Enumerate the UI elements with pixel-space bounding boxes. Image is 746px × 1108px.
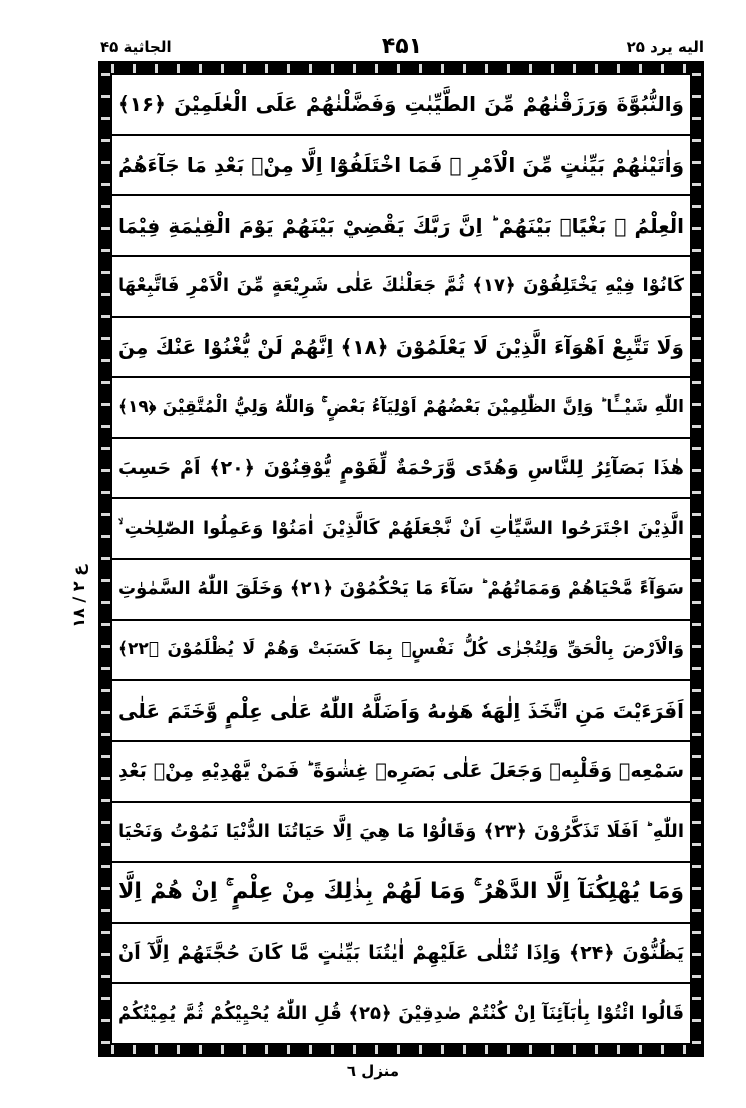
frame-border-right [692, 64, 701, 1054]
text-line [112, 803, 690, 864]
text-line [112, 439, 690, 500]
verse-text: اللّٰهِ ؕ اَفَلَا تَذَكَّرُوْنَ ﴿۲۳﴾ وَقَالُوْا مَا هِيَ اِلَّا حَيَاتُنَا الدُّنْيَا نَمُوْتُ وَنَحْيَا [118, 820, 684, 842]
text-line [112, 499, 690, 560]
verse-text: كَانُوْا فِيْهِ يَخْتَلِفُوْنَ ﴿۱۷﴾ ثُمَّ جَعَلْنٰكَ عَلٰى شَرِيْعَةٍ مِّنَ الْاَمْرِ فَاتَّبِعْهَا [118, 275, 684, 297]
verse-text: اللّٰهِ شَيْــًٔا ؕ وَاِنَّ الظّٰلِمِيْنَ بَعْضُهُمْ اَوْلِيَآءُ بَعْضٍ ۚ وَاللّٰهُ وَلِيُّ الْمُتَّقِيْنَ ﴿۱۹﴾ [118, 396, 684, 417]
verse-text: قَالُوا ائْتُوْا بِاٰبَآئِنَآ اِنْ كُنْتُمْ صٰدِقِيْنَ ﴿۲۵﴾ قُلِ اللّٰهُ يُحْيِيْكُمْ ثُمَّ يُمِيْتُكُمْ [118, 1002, 684, 1024]
verse-text: يَظُنُّوْنَ ﴿۲۴﴾ وَاِذَا تُتْلٰى عَلَيْهِمْ اٰيٰتُنَا بَيِّنٰتٍ مَّا كَانَ حُجَّتَهُمْ اِلَّآ اَنْ [118, 941, 684, 964]
verse-text: الْعِلْمُ ۙ بَغْيًاۢ بَيْنَهُمْ ؕ اِنَّ رَبَّكَ يَقْضِيْ بَيْنَهُمْ يَوْمَ الْقِيٰمَةِ فِيْمَا [118, 213, 684, 238]
verse-text: اَفَرَءَيْتَ مَنِ اتَّخَذَ اِلٰهَهٗ هَوٰىهُ وَاَضَلَّهُ اللّٰهُ عَلٰى عِلْمٍ وَّخَتَمَ عَلٰى [118, 698, 684, 723]
text-line [112, 75, 690, 136]
text-line [112, 742, 690, 803]
verse-text: وَاٰتَيْنٰهُمْ بَيِّنٰتٍ مِّنَ الْاَمْرِ ۚ فَمَا اخْتَلَفُوْٓا اِلَّا مِنْۢ بَعْدِ مَا جَآءَهُمُ [118, 152, 684, 177]
text-line [112, 378, 690, 439]
text-line [112, 863, 690, 924]
text-line [112, 318, 690, 379]
ornamental-frame [98, 61, 704, 1057]
text-line [112, 681, 690, 742]
ruku-marker: ع ۲ / ۱۸ [69, 565, 88, 628]
verse-text: سَوَآءً مَّحْيَاهُمْ وَمَمَاتُهُمْ ؕ سَآءَ مَا يَحْكُمُوْنَ ﴿۲۱﴾ وَخَلَقَ اللّٰهُ السَّمٰوٰتِ [118, 578, 684, 600]
para-label: اليه يرد ۲۵ [626, 38, 704, 56]
page-number: ۴۵۱ [381, 34, 423, 59]
verse-text: الَّذِيْنَ اجْتَرَحُوا السَّيِّاٰتِ اَنْ نَّجْعَلَهُمْ كَالَّذِيْنَ اٰمَنُوْا وَعَمِلُوا الصّٰلِحٰتِ ۙ [118, 517, 684, 539]
frame-border-bottom [101, 1045, 701, 1054]
verse-text: وَمَا يُهْلِكُنَآ اِلَّا الدَّهْرُ ۚ وَمَا لَهُمْ بِذٰلِكَ مِنْ عِلْمٍ ۚ اِنْ هُمْ اِلَّا [118, 879, 684, 905]
verse-text: وَلَا تَتَّبِعْ اَهْوَآءَ الَّذِيْنَ لَا يَعْلَمُوْنَ ﴿۱۸﴾ اِنَّهُمْ لَنْ يُّغْنُوْا عَنْكَ مِنَ [118, 334, 684, 359]
surah-label: الجاثية ۴۵ [100, 38, 172, 56]
verse-text: هٰذَا بَصَآئِرُ لِلنَّاسِ وَهُدًى وَّرَحْمَةٌ لِّقَوْمٍ يُّوْقِنُوْنَ ﴿۲۰﴾ اَمْ حَسِبَ [118, 456, 684, 479]
text-line [112, 924, 690, 985]
quran-text-block [110, 73, 692, 1045]
verse-text: وَالنُّبُوَّةَ وَرَزَقْنٰهُمْ مِّنَ الطَّيِّبٰتِ وَفَضَّلْنٰهُمْ عَلَى الْعٰلَمِيْنَ ﴿۱۶﴾ [118, 92, 684, 117]
text-line [112, 196, 690, 257]
text-line [112, 984, 690, 1043]
verse-text: سَمْعِهٖ وَقَلْبِهٖ وَجَعَلَ عَلٰى بَصَرِهٖ غِشٰوَةً ؕ فَمَنْ يَّهْدِيْهِ مِنْۢ بَعْدِ [118, 759, 684, 782]
text-line [112, 560, 690, 621]
text-line [112, 257, 690, 318]
frame-border-top [101, 64, 701, 73]
text-line [112, 621, 690, 682]
text-line [112, 136, 690, 197]
frame-border-left [101, 64, 110, 1054]
verse-text: وَالْاَرْضَ بِالْحَقِّ وَلِتُجْزٰى كُلُّ نَفْسٍۢ بِمَا كَسَبَتْ وَهُمْ لَا يُظْلَمُوْنَ ﴿۲۲﴾ [118, 639, 684, 660]
manzil-footer: منزل ٦ [346, 1062, 400, 1080]
page-header [100, 36, 704, 60]
